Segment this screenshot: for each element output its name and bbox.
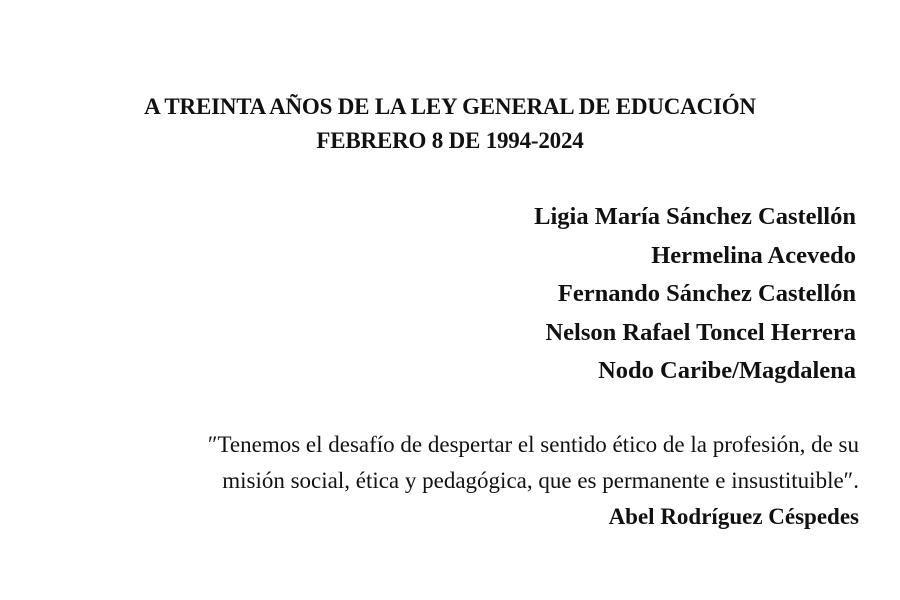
- author-name: Ligia María Sánchez Castellón: [534, 203, 856, 230]
- author-name: Fernando Sánchez Castellón: [557, 280, 856, 307]
- title-line-1: A TREINTA AÑOS DE LA LEY GENERAL DE EDUCACIÓN: [144, 94, 756, 119]
- quote-line-1: ″Tenemos el desafío de despertar el sentido ético de la profesión, de su: [207, 432, 859, 457]
- author-list: [534, 198, 856, 391]
- title-line-2: FEBRERO 8 DE 1994-2024: [316, 128, 584, 153]
- epigraph-quote: [39, 427, 859, 535]
- author-name: Nelson Rafael Toncel Herrera: [545, 318, 856, 346]
- author-affiliation: Nodo Caribe/Magdalena: [598, 357, 856, 384]
- author-name: Hermelina Acevedo: [651, 241, 856, 269]
- quote-line-2: misión social, ética y pedagógica, que es permanente e insustituible″.: [222, 468, 859, 493]
- quote-attribution: Abel Rodríguez Céspedes: [608, 504, 859, 529]
- document-title: [0, 90, 900, 158]
